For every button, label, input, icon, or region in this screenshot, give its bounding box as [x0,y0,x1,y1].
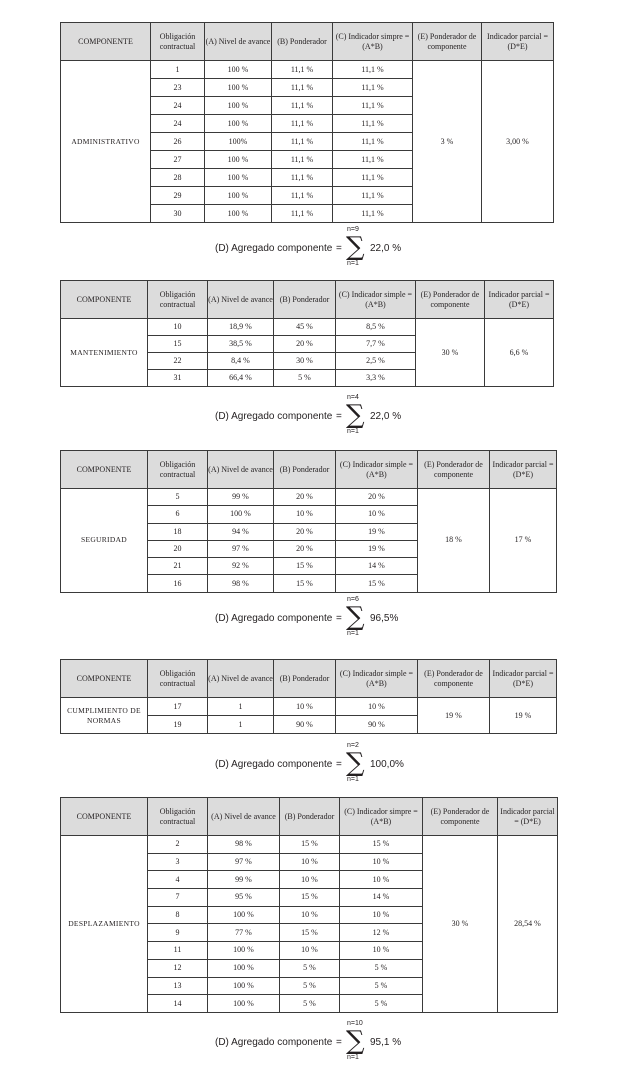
equals-sign: = [336,759,342,770]
avance-cell: 92 % [208,558,274,575]
equals-sign: = [336,411,342,422]
obligacion-cell: 18 [148,523,208,540]
agregado-formula-4 [215,1022,435,1066]
agregado-formula-0 [215,228,435,272]
indicador-simple-cell: 11,1 % [333,205,413,223]
obligacion-cell: 16 [148,575,208,592]
indicador-simple-cell: 11,1 % [333,97,413,115]
avance-cell: 100 % [205,61,272,79]
obligacion-cell: 7 [148,889,208,907]
ponderador-cell: 45 % [274,319,336,336]
indicador-simple-cell: 19 % [336,540,418,557]
ponderador-header: (B) Ponderador [274,281,336,319]
indicador-parcial-cell: 6,6 % [485,319,554,387]
indicador-simple-cell: 14 % [336,558,418,575]
indicator-table [60,22,554,223]
obligacion-cell: 14 [148,995,208,1013]
indicador-simple-cell: 10 % [340,942,423,960]
indicador-parcial-cell: 17 % [490,489,557,593]
sum-upper-limit: n=9 [347,226,359,233]
obligacion-header: Obligación contractual [148,281,208,319]
avance-cell: 100 % [205,151,272,169]
obligacion-cell: 26 [151,133,205,151]
indicador-simple-header: (C) Indicador simpre = (A*B) [333,23,413,61]
indicador-simple-cell: 7,7 % [336,336,416,353]
header-row [61,281,554,319]
obligacion-cell: 13 [148,977,208,995]
agregado-label: (D) Agregado componente [215,613,333,624]
agregado-label: (D) Agregado componente [215,759,333,770]
obligacion-cell: 12 [148,959,208,977]
indicador-parcial-header: Indicador parcial = (D*E) [498,798,558,836]
obligacion-cell: 24 [151,97,205,115]
indicador-simple-cell: 10 % [336,506,418,523]
agregado-label: (D) Agregado componente [215,411,333,422]
component-name: ADMINISTRATIVO [61,61,151,223]
indicador-simple-cell: 10 % [340,906,423,924]
obligacion-header: Obligación contractual [148,451,208,489]
indicador-simple-cell: 11,1 % [333,169,413,187]
avance-cell: 100 % [208,506,274,523]
ponderador-componente-cell: 18 % [418,489,490,593]
indicador-parcial-cell: 19 % [490,698,557,734]
ponderador-header: (B) Ponderador [272,23,333,61]
component-table-1 [60,280,553,387]
obligacion-cell: 21 [148,558,208,575]
table-row [61,836,558,854]
avance-cell: 97 % [208,853,280,871]
sum-lower-limit: n=1 [347,630,359,637]
avance-cell: 38,5 % [208,336,274,353]
componente-header: COMPONENTE [61,451,148,489]
ponderador-cell: 15 % [280,836,340,854]
avance-cell: 8,4 % [208,353,274,370]
sum-upper-limit: n=2 [347,742,359,749]
indicator-table [60,659,557,734]
avance-cell: 1 [208,716,274,734]
ponderador-cell: 15 % [280,924,340,942]
ponderador-header: (B) Ponderador [280,798,340,836]
ponderador-componente-header: (E) Ponderador de componente [418,660,490,698]
obligacion-cell: 20 [148,540,208,557]
indicador-simple-cell: 3,3 % [336,370,416,387]
obligacion-header: Obligación contractual [151,23,205,61]
indicador-simple-cell: 11,1 % [333,133,413,151]
obligacion-cell: 9 [148,924,208,942]
header-row [61,451,557,489]
sum-upper-limit: n=10 [347,1020,363,1027]
ponderador-cell: 11,1 % [272,97,333,115]
avance-cell: 66,4 % [208,370,274,387]
indicator-table [60,797,558,1013]
indicador-simple-cell: 11,1 % [333,79,413,97]
indicador-simple-header: (C) Indicador simple = (A*B) [336,281,416,319]
agregado-value: 96,5% [370,613,399,624]
obligacion-header: Obligación contractual [148,660,208,698]
ponderador-componente-header: (E) Ponderador de componente [423,798,498,836]
header-row [61,23,554,61]
indicador-simple-cell: 10 % [340,871,423,889]
obligacion-cell: 4 [148,871,208,889]
avance-cell: 100 % [205,79,272,97]
indicador-simple-cell: 2,5 % [336,353,416,370]
ponderador-cell: 30 % [274,353,336,370]
header-row [61,798,558,836]
obligacion-cell: 17 [148,698,208,716]
indicador-simple-cell: 12 % [340,924,423,942]
indicador-parcial-header: Indicador parcial = (D*E) [490,451,557,489]
component-name: SEGURIDAD [61,489,148,593]
avance-cell: 100 % [205,169,272,187]
ponderador-cell: 5 % [280,977,340,995]
obligacion-cell: 3 [148,853,208,871]
avance-cell: 98 % [208,575,274,592]
obligacion-cell: 27 [151,151,205,169]
obligacion-cell: 28 [151,169,205,187]
sigma-icon: ∑ [346,602,365,632]
ponderador-cell: 90 % [274,716,336,734]
componente-header: COMPONENTE [61,23,151,61]
indicador-simple-header: (C) Indicador simple = (A*B) [336,451,418,489]
ponderador-cell: 11,1 % [272,133,333,151]
ponderador-cell: 10 % [274,506,336,523]
agregado-value: 22,0 % [370,411,402,422]
avance-cell: 100 % [208,995,280,1013]
ponderador-cell: 11,1 % [272,151,333,169]
agregado-value: 95,1 % [370,1037,402,1048]
indicador-simple-cell: 5 % [340,959,423,977]
indicador-parcial-header: Indicador parcial = (D*E) [490,660,557,698]
obligacion-cell: 2 [148,836,208,854]
ponderador-cell: 11,1 % [272,205,333,223]
ponderador-cell: 10 % [280,942,340,960]
obligacion-cell: 6 [148,506,208,523]
ponderador-header: (B) Ponderador [274,451,336,489]
indicador-simple-cell: 5 % [340,995,423,1013]
ponderador-cell: 20 % [274,540,336,557]
avance-cell: 18,9 % [208,319,274,336]
ponderador-cell: 11,1 % [272,61,333,79]
table-row [61,489,557,506]
ponderador-componente-header: (E) Ponderador de componente [418,451,490,489]
avance-cell: 100 % [205,115,272,133]
sum-lower-limit: n=1 [347,260,359,267]
obligacion-cell: 5 [148,489,208,506]
ponderador-cell: 10 % [280,853,340,871]
component-name: MANTENIMIENTO [61,319,148,387]
component-table-2 [60,450,556,593]
ponderador-cell: 5 % [280,959,340,977]
indicador-simple-header: (C) Indicador simpre = (A*B) [340,798,423,836]
ponderador-cell: 20 % [274,336,336,353]
indicador-simple-header: (C) Indicador simple = (A*B) [336,660,418,698]
ponderador-cell: 15 % [274,575,336,592]
sum-lower-limit: n=1 [347,1054,359,1061]
componente-header: COMPONENTE [61,798,148,836]
indicador-parcial-cell: 3,00 % [482,61,554,223]
table-row [61,319,554,336]
avance-cell: 100 % [205,187,272,205]
sigma-icon: ∑ [346,400,365,430]
agregado-formula-1 [215,396,435,440]
ponderador-componente-cell: 19 % [418,698,490,734]
table-row [61,698,557,716]
obligacion-cell: 11 [148,942,208,960]
avance-cell: 97 % [208,540,274,557]
ponderador-cell: 5 % [274,370,336,387]
avance-cell: 100 % [208,942,280,960]
obligacion-cell: 8 [148,906,208,924]
equals-sign: = [336,1037,342,1048]
indicador-simple-cell: 20 % [336,489,418,506]
indicador-simple-cell: 11,1 % [333,61,413,79]
ponderador-cell: 20 % [274,523,336,540]
componente-header: COMPONENTE [61,660,148,698]
avance-cell: 94 % [208,523,274,540]
ponderador-cell: 11,1 % [272,187,333,205]
sum-upper-limit: n=4 [347,394,359,401]
ponderador-cell: 10 % [280,871,340,889]
table-row [61,61,554,79]
ponderador-componente-header: (E) Ponderador de componente [416,281,485,319]
sigma-icon: ∑ [346,748,365,778]
indicador-simple-cell: 10 % [336,698,418,716]
indicador-parcial-cell: 28,54 % [498,836,558,1013]
indicador-simple-cell: 15 % [340,836,423,854]
indicator-table [60,450,557,593]
agregado-value: 100,0% [370,759,404,770]
indicador-simple-cell: 90 % [336,716,418,734]
indicador-simple-cell: 11,1 % [333,151,413,169]
ponderador-cell: 15 % [274,558,336,575]
sigma-icon: ∑ [346,1026,365,1056]
component-table-4 [60,797,557,1013]
ponderador-componente-cell: 30 % [416,319,485,387]
obligacion-cell: 23 [151,79,205,97]
agregado-formula-3 [215,744,435,788]
avance-cell: 100 % [208,959,280,977]
ponderador-cell: 5 % [280,995,340,1013]
avance-cell: 99 % [208,489,274,506]
obligacion-cell: 10 [148,319,208,336]
ponderador-cell: 11,1 % [272,79,333,97]
ponderador-cell: 20 % [274,489,336,506]
obligacion-cell: 22 [148,353,208,370]
obligacion-header: Obligación contractual [148,798,208,836]
component-name: CUMPLIMIENTO DE NORMAS [61,698,148,734]
obligacion-cell: 30 [151,205,205,223]
component-name: DESPLAZAMIENTO [61,836,148,1013]
indicador-parcial-header: Indicador parcial = (D*E) [482,23,554,61]
indicador-simple-cell: 19 % [336,523,418,540]
ponderador-cell: 15 % [280,889,340,907]
ponderador-cell: 10 % [280,906,340,924]
avance-cell: 77 % [208,924,280,942]
componente-header: COMPONENTE [61,281,148,319]
ponderador-cell: 11,1 % [272,169,333,187]
obligacion-cell: 19 [148,716,208,734]
avance-cell: 98 % [208,836,280,854]
ponderador-componente-header: (E) Ponderador de componente [413,23,482,61]
indicador-simple-cell: 8,5 % [336,319,416,336]
indicador-simple-cell: 10 % [340,853,423,871]
agregado-label: (D) Agregado componente [215,243,333,254]
component-table-3 [60,659,556,734]
indicador-simple-cell: 14 % [340,889,423,907]
indicador-simple-cell: 11,1 % [333,115,413,133]
avance-cell: 100 % [208,977,280,995]
obligacion-cell: 15 [148,336,208,353]
indicador-simple-cell: 15 % [336,575,418,592]
equals-sign: = [336,613,342,624]
agregado-value: 22,0 % [370,243,402,254]
ponderador-componente-cell: 30 % [423,836,498,1013]
component-table-0 [60,22,553,223]
avance-header: (A) Nivel de avance [208,660,274,698]
indicador-parcial-header: Indicador parcial = (D*E) [485,281,554,319]
ponderador-cell: 11,1 % [272,115,333,133]
avance-cell: 95 % [208,889,280,907]
agregado-formula-2 [215,598,435,642]
avance-header: (A) Nivel de avance [208,451,274,489]
obligacion-cell: 1 [151,61,205,79]
avance-header: (A) Nivel de avance [208,798,280,836]
indicador-simple-cell: 11,1 % [333,187,413,205]
avance-cell: 1 [208,698,274,716]
obligacion-cell: 31 [148,370,208,387]
ponderador-cell: 10 % [274,698,336,716]
avance-cell: 100 % [205,97,272,115]
obligacion-cell: 29 [151,187,205,205]
avance-cell: 100 % [205,205,272,223]
agregado-label: (D) Agregado componente [215,1037,333,1048]
sum-lower-limit: n=1 [347,776,359,783]
avance-cell: 100% [205,133,272,151]
avance-header: (A) Nivel de avance [208,281,274,319]
indicator-table [60,280,554,387]
avance-cell: 99 % [208,871,280,889]
indicador-simple-cell: 5 % [340,977,423,995]
obligacion-cell: 24 [151,115,205,133]
header-row [61,660,557,698]
avance-header: (A) Nivel de avance [205,23,272,61]
sum-upper-limit: n=6 [347,596,359,603]
equals-sign: = [336,243,342,254]
sigma-icon: ∑ [346,232,365,262]
ponderador-componente-cell: 3 % [413,61,482,223]
avance-cell: 100 % [208,906,280,924]
sum-lower-limit: n=1 [347,428,359,435]
ponderador-header: (B) Ponderador [274,660,336,698]
